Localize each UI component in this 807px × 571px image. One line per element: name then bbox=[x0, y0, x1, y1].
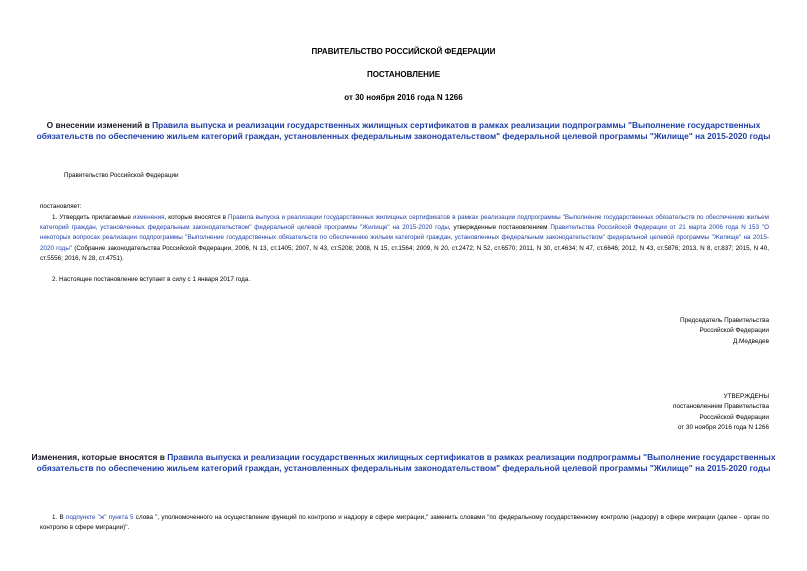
subparagraph-link[interactable]: подпункте "ж" пункта 5 bbox=[65, 514, 134, 521]
item-1 bbox=[40, 213, 769, 264]
resolves-text: постановляет: bbox=[40, 203, 82, 210]
intro-text: Правительство Российской Федерации bbox=[64, 172, 179, 179]
signature-name: Д.Медведев bbox=[732, 337, 769, 345]
change-item-1 bbox=[40, 513, 769, 533]
item-1-text-a: 1. Утвердить прилагаемые bbox=[52, 214, 133, 221]
change-item-text-a: 1. В bbox=[52, 514, 66, 521]
government-name: ПРАВИТЕЛЬСТВО РОССИЙСКОЙ ФЕДЕРАЦИИ bbox=[311, 47, 496, 56]
approved-label: УТВЕРЖДЕНЫ bbox=[723, 393, 769, 400]
signature-position-2: Российской Федерации bbox=[699, 327, 769, 335]
approved-block bbox=[673, 392, 769, 434]
item-2: 2. Настоящее постановление вступает в силу с 1 января 2017 года. bbox=[52, 276, 251, 283]
item-1-text-d: (Собрание законодательства Российской Федерации, 2006, N 13, ст.1405; 2007, N 43, ст.5208; 2008, N 15, ст.1564; 2009, N 20, ст.2472; N 52, ст.6570; 2011, N 30, ст.4634; N 47, ст.6646; 2012, N 43, ст.5876; 2013, N 8, ст.837; 2015, N 40, ст.5556; 2016, N 28, ст.4751). bbox=[40, 244, 770, 262]
rules-link[interactable]: Правила выпуска и реализации государственных жилищных сертификатов в рамках реализации подпрограммы "Выполнение государственных обязательств по обеспечению жильем категорий граждан, установленных федеральным законодательством" федеральной целевой программы "Жилище" на 2015-2020 годы bbox=[36, 120, 771, 141]
changes-title-prefix: Изменения, которые вносятся в bbox=[31, 452, 168, 462]
rules-link-3[interactable]: Правила выпуска и реализации государственных жилищных сертификатов в рамках реализации подпрограммы "Выполнение государственных обязательств по обеспечению жильем категорий граждан, установленных федеральным законодательством" федеральной целевой программы "Жилище" на 2015-2020 годы bbox=[36, 452, 776, 473]
changes-title bbox=[30, 452, 777, 474]
approved-by: постановлением Правительства bbox=[673, 403, 769, 411]
title-prefix: О внесении изменений в bbox=[46, 120, 153, 130]
rules-link-2[interactable]: Правила выпуска и реализации государственных жилищных сертификатов в рамках реализации подпрограммы "Выполнение государственных обязательств по обеспечению жильем категорий граждан, установленных федеральным законодательством" федеральной целевой программы "Жилище" на 2015-2020 годы bbox=[40, 214, 769, 232]
signature-position: Председатель Правительства bbox=[680, 317, 769, 324]
document-type: ПОСТАНОВЛЕНИЕ bbox=[366, 70, 441, 79]
change-item-text-b: слова ", уполномоченного на осуществление функций по контролю и надзору в сфере миграции," заменить словами "по федеральному государственному контролю (надзору) в сфере миграции (далее - орган по контролю в сфере миграции)". bbox=[40, 514, 770, 532]
signature-block bbox=[680, 316, 769, 347]
approved-date: от 30 ноября 2016 года N 1266 bbox=[677, 424, 769, 432]
changes-link[interactable]: изменения bbox=[132, 214, 165, 221]
item-1-text-b: , которые вносятся в bbox=[164, 214, 229, 221]
document-date: от 30 ноября 2016 года N 1266 bbox=[344, 93, 463, 102]
decree-153-link[interactable]: Правительства Российской Федерации от 21 марта 2006 года N 153 "О некоторых вопросах реализации подпрограммы "Выполнение государственных обязательств по обеспечению жильем категорий граждан, установленных федеральным законодательством" федеральной целевой программы "Жилище" на 2015-2020 годы" bbox=[40, 224, 769, 252]
resolution-title bbox=[30, 120, 777, 142]
approved-by-2: Российской Федерации bbox=[699, 413, 769, 421]
item-1-text-c: , утвержденные постановлением bbox=[448, 224, 551, 232]
